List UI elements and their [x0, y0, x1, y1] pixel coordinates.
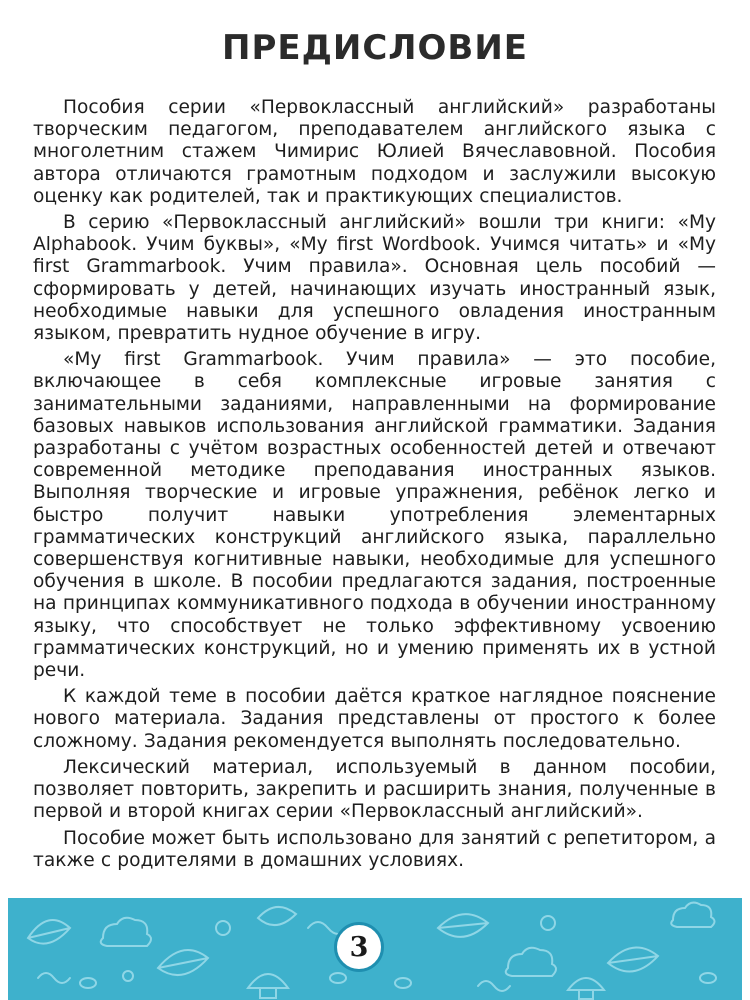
swirl-icon	[478, 981, 510, 991]
page-number: 3	[334, 922, 384, 972]
preface-text	[33, 97, 716, 876]
bee-icon	[330, 973, 346, 983]
mushroom-icon	[248, 974, 288, 998]
leaf-icon	[608, 947, 658, 971]
leaf-icon	[28, 920, 70, 944]
paragraph-6: Пособие может быть использовано для занятий с репетитором, а также с родителями в домашних условиях.	[33, 827, 716, 871]
paragraph-4: К каждой теме в пособии даётся краткое наглядное пояснение нового материала. Задания представлены от простого к более сложному. Задания рекомендуется выполнять последовательно.	[33, 686, 716, 752]
leaf-icon	[438, 914, 488, 937]
bee-icon	[395, 978, 411, 988]
mushroom-icon	[568, 978, 604, 999]
flower-icon	[541, 916, 555, 930]
paragraph-3: «My first Grammarbook. Учим правила» — это пособие, включающее в себя комплексные игровые занятия с занимательными заданиями, направленными на формирование базовых навыков использования английской грамматики. Задания разработаны с учётом возрастных особенностей детей и отвечают современной методике преподавания иностранных языков. Выполняя творческие и игровые упражнения, ребёнок легко и быстро получит навыки употребления элементарных грамматических конструкций английского языка, параллельно совершенствуя когнитивные навыки, необходимые для успешного обучения в школе. В пособии предлагаются задания, построенные на принципах коммуникативного подхода в обучении иностранному языку, что способствует не только эффективному усвоению грамматических конструкций, но и умению применять их в устной речи.	[33, 349, 716, 682]
cloud-icon	[506, 948, 556, 976]
paragraph-2: В серию «Первоклассный английский» вошли три книги: «My Alphabook. Учим буквы», «My first Wordbook. Учимся читать» и «My first Grammarbook. Учим правила». Основная цель пособий — сформировать у детей, начинающих изучать иностранный язык, необходимые навыки для успешного овладения иностранным языком, превратить нудное обучение в игру.	[33, 212, 716, 345]
leaf-icon	[258, 907, 296, 925]
cloud-icon	[101, 918, 151, 946]
page-title: ПРЕДИСЛОВИЕ	[221, 28, 529, 68]
paragraph-5: Лексический материал, используемый в данном пособии, позволяет повторить, закрепить и расширить знания, полученные в первой и второй книгах серии «Первоклассный английский».	[33, 756, 716, 823]
paragraph-1: Пособия серии «Первоклассный английский» разработаны творческим педагогом, преподавателем английского языка с многолетним стажем Чимирис Юлией Вячеславовной. Пособия автора отличаются грамотным подходом и заслужили высокую оценку как родителей, так и практикующих специалистов.	[33, 97, 716, 207]
cloud-icon	[671, 903, 714, 927]
bee-icon	[700, 973, 716, 983]
leaf-icon	[158, 950, 208, 975]
swirl-icon	[38, 973, 70, 983]
bee-icon	[80, 978, 96, 988]
flower-icon	[216, 921, 230, 935]
flower-icon	[123, 971, 133, 981]
